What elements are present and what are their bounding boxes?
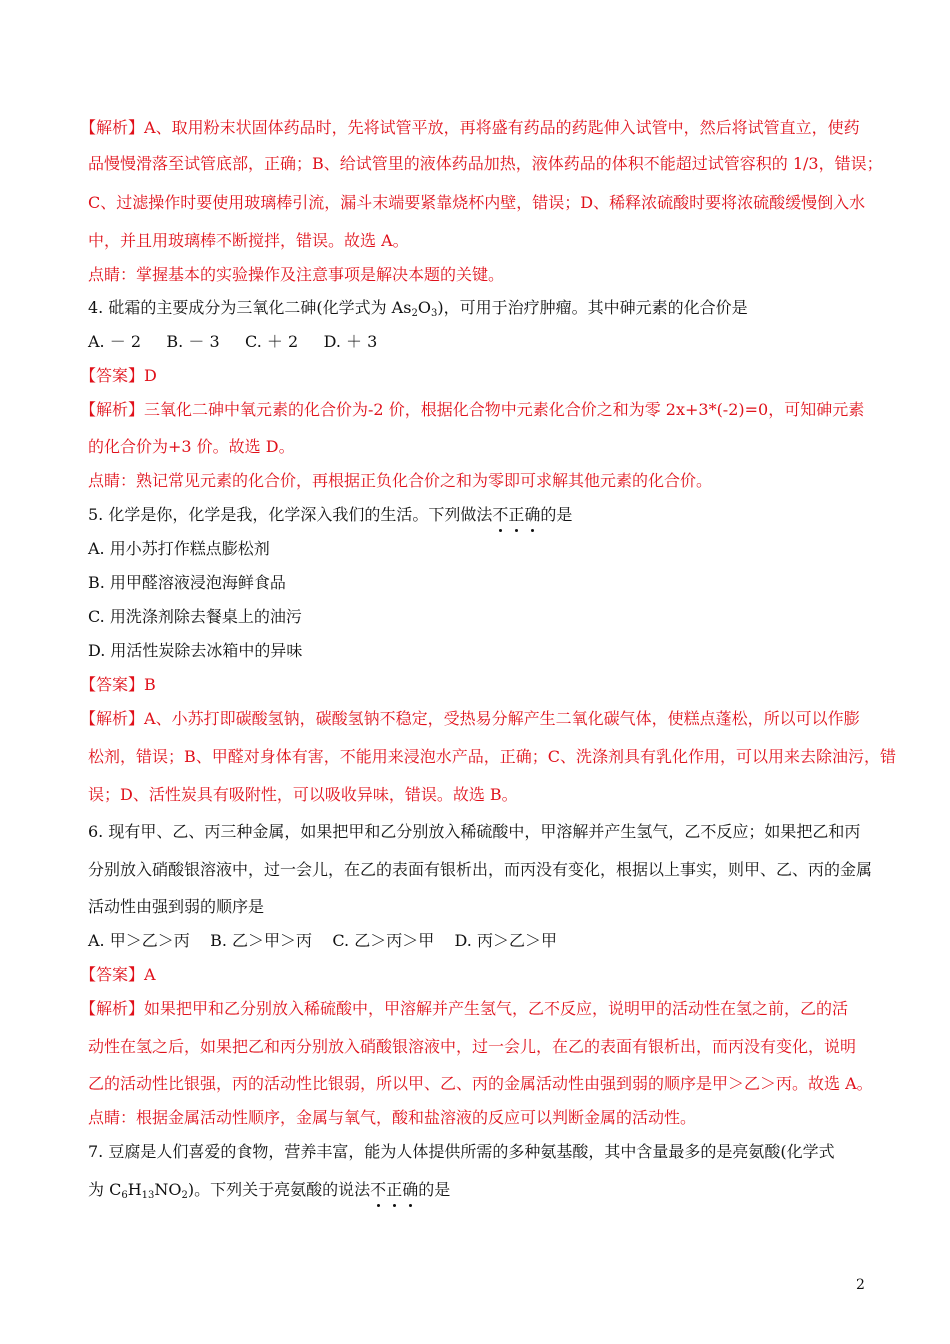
q6-stem-line-3: 活动性由强到弱的顺序是 [88, 897, 265, 916]
q6-options: A. 甲＞乙＞丙 B. 乙＞甲＞丙 C. 乙＞丙＞甲 D. 丙＞乙＞甲 [88, 931, 557, 950]
q5-explanation-line-3: 误；D、活性炭具有吸附性，可以吸收异味，错误。故选 B。 [88, 785, 518, 804]
q5-option-d: D. 用活性炭除去冰箱中的异味 [88, 641, 303, 660]
q5-option-c: C. 用洗涤剂除去餐桌上的油污 [88, 607, 302, 626]
q3-tip: 点睛：掌握基本的实验操作及注意事项是解决本题的关键。 [88, 265, 505, 284]
q6-explanation-line-1: 【解析】如果把甲和乙分别放入稀硫酸中，甲溶解并产生氢气，乙不反应，说明甲的活动性在氢之前，乙的活 [80, 999, 849, 1018]
q7-stem-line-1: 7. 豆腐是人们喜爱的食物，营养丰富，能为人体提供所需的多种氨基酸，其中含量最多的是亮氨酸(化学式 [88, 1142, 835, 1161]
explanation-label: 【解析】 [80, 709, 145, 728]
q6-explanation-line-2: 动性在氢之后，如果把乙和丙分别放入硝酸银溶液中，过一会儿，在乙的表面有银析出，而丙没有变化，说明 [88, 1037, 857, 1056]
q6-stem-line-1: 6. 现有甲、乙、丙三种金属，如果把甲和乙分别放入稀硫酸中，甲溶解并产生氢气，乙不反应；如果把乙和丙 [88, 822, 861, 841]
q4-explanation-line-1: 【解析】三氧化二砷中氧元素的化合价为-2 价，根据化合物中元素化合价之和为零 2x+3*(-2)=0，可知砷元素 [80, 400, 865, 419]
q3-explanation-line-2: 品慢慢滑落至试管底部，正确；B、给试管里的液体药品加热，液体药品的体积不能超过试管容积的 1/3，错误； [88, 154, 883, 173]
q4-explanation-line-2: 的化合价为+3 价。故选 D。 [88, 437, 295, 456]
q5-explanation-line-1: 【解析】A、小苏打即碳酸氢钠，碳酸氢钠不稳定，受热易分解产生二氧化碳气体，使糕点蓬松，所以可以作膨 [80, 709, 860, 728]
page-number: 2 [856, 1277, 865, 1293]
q6-answer: 【答案】A [80, 965, 156, 984]
q5-option-a: A. 用小苏打作糕点膨松剂 [88, 539, 270, 558]
q5-option-b: B. 用甲醛溶液浸泡海鲜食品 [88, 573, 286, 592]
q4-options: A. － 2 B. － 3 C. ＋ 2 D. ＋ 3 [88, 332, 378, 351]
q4-answer: 【答案】D [80, 366, 157, 385]
q4-tip: 点睛：熟记常见元素的化合价，再根据正负化合价之和为零即可求解其他元素的化合价。 [88, 471, 713, 490]
explanation-label: 【解析】 [80, 400, 145, 419]
q5-explanation-line-2: 松剂，错误；B、甲醛对身体有害，不能用来浸泡水产品，正确；C、洗涤剂具有乳化作用，可以用来去除油污，错 [88, 747, 897, 766]
q3-explanation-line-1: 【解析】A、取用粉末状固体药品时，先将试管平放，再将盛有药品的药匙伸入试管中，然后将试管直立，使药 [80, 118, 860, 137]
q5-answer: 【答案】B [80, 675, 156, 694]
q5-stem: 5. 化学是你，化学是我，化学深入我们的生活。下列做法不正确的是 [88, 505, 573, 524]
explanation-label: 【解析】 [80, 118, 145, 137]
q3-explanation-line-3: C、过滤操作时要使用玻璃棒引流，漏斗末端要紧靠烧杯内壁，错误；D、稀释浓硫酸时要将浓硫酸缓慢倒入水 [88, 193, 866, 212]
q4-stem: 4. 砒霜的主要成分为三氧化二砷(化学式为 $As_2O_3$)，可用于治疗肿瘤。其中砷元素的化合价是 [88, 298, 748, 319]
q3-explanation-line-4: 中，并且用玻璃棒不断搅拌，错误。故选 A。 [88, 231, 409, 250]
q6-explanation-line-3: 乙的活动性比银强，丙的活动性比银弱，所以甲、乙、丙的金属活动性由强到弱的顺序是甲＞乙＞丙。故选 A。 [88, 1074, 873, 1093]
q6-tip: 点睛：根据金属活动性顺序，金属与氧气，酸和盐溶液的反应可以判断金属的活动性。 [88, 1108, 697, 1127]
q6-stem-line-2: 分别放入硝酸银溶液中，过一会儿，在乙的表面有银析出，而丙没有变化，根据以上事实，则甲、乙、丙的金属 [88, 860, 873, 879]
q7-stem-line-2: 为 $C_6H_{13}NO_2$)。下列关于亮氨酸的说法不正确的是 [88, 1180, 451, 1201]
explanation-label: 【解析】 [80, 999, 145, 1018]
